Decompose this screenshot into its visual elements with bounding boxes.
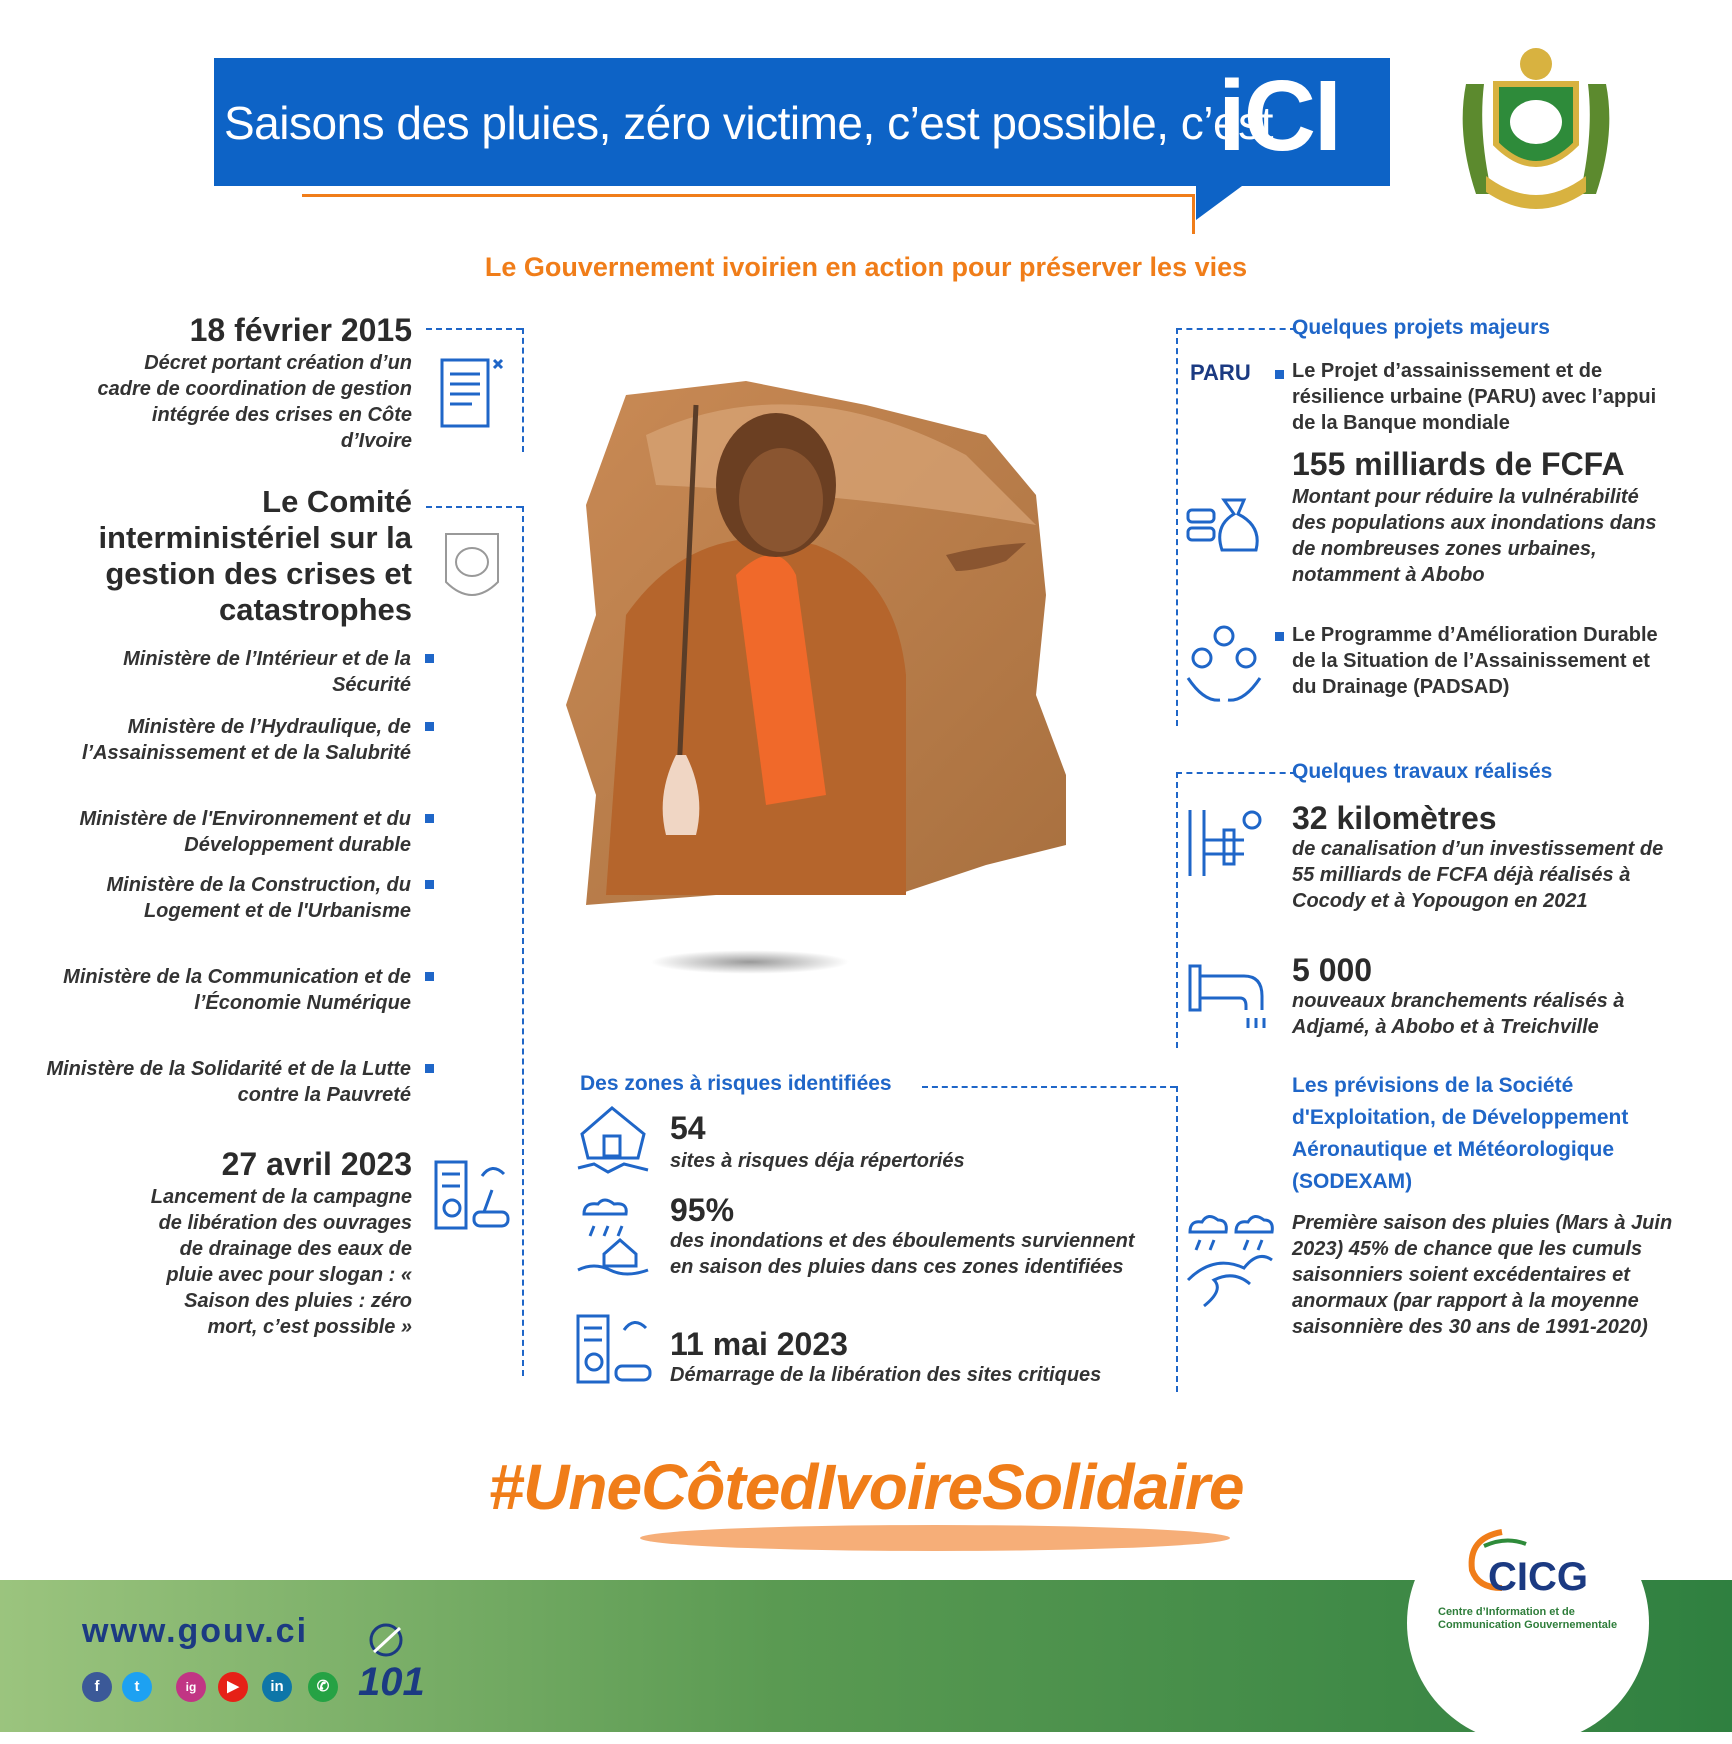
- bullet: [425, 880, 434, 889]
- percent-text: des inondations et des éboulements surviennent en saison des pluies dans ces zones identifiées: [670, 1230, 1135, 1278]
- sites-value: 54: [670, 1110, 706, 1146]
- amount-text: Montant pour réduire la vulnérabilité des populations aux inondations dans de nombreuses zones urbaines, notamment à Abobo: [1292, 486, 1657, 586]
- pipes-icon: [1184, 800, 1266, 886]
- bullet: [425, 814, 434, 823]
- km-value: 32 kilomètres: [1292, 800, 1497, 836]
- guide-line: [522, 506, 524, 1376]
- emergency-number: 101: [358, 1660, 425, 1704]
- banner-underline-hook: [1192, 194, 1195, 234]
- decree-date: 18 février 2015: [189, 312, 412, 348]
- website-link[interactable]: www.gouv.ci: [82, 1612, 309, 1650]
- date-value: 11 mai 2023: [670, 1326, 848, 1362]
- sites-text: sites à risques déja répertoriés: [670, 1150, 965, 1172]
- bullet: [425, 1064, 434, 1073]
- speech-tail: [1196, 186, 1242, 220]
- guide-line: [1176, 328, 1178, 726]
- date-text: Démarrage de la libération des sites critiques: [670, 1364, 1102, 1386]
- ministry-item: Ministère de l’Intérieur et de la Sécurité: [123, 648, 411, 696]
- amount-value: 155 milliards de FCFA: [1292, 446, 1625, 482]
- guide-line: [426, 328, 522, 330]
- twitter-icon[interactable]: t: [122, 1672, 152, 1702]
- pipe-connection-icon: [1184, 950, 1274, 1036]
- construction-icon: [432, 1156, 514, 1236]
- banner-underline: [302, 194, 1194, 197]
- phone-icon: [364, 1620, 412, 1660]
- woman-umbrella-photo: [566, 375, 1106, 930]
- guide-line: [1176, 1086, 1178, 1392]
- emblem-icon: [440, 528, 504, 608]
- guide-line: [922, 1086, 1176, 1088]
- bullet: [425, 654, 434, 663]
- guide-line: [426, 506, 522, 508]
- brush-underline: [640, 1525, 1230, 1551]
- flood-icon: [574, 1196, 652, 1282]
- guide-line: [1176, 328, 1296, 330]
- campaign-text: Lancement de la campagne de libération des ouvrages de drainage des eaux de pluie avec pour slogan : « Saison des pluies : zéro mort, c’est possible »: [150, 1186, 412, 1338]
- instagram-icon[interactable]: ig: [176, 1672, 206, 1702]
- ministry-item: Ministère de l'Environnement et du Développement durable: [79, 808, 411, 856]
- forecast-heading: Les prévisions de la Société d'Exploitation, de Développement Aéronautique et Météorologique (SODEXAM): [1292, 1074, 1629, 1193]
- subtitle: Le Gouvernement ivoirien en action pour préserver les vies: [484, 252, 1248, 282]
- bullet: [1275, 632, 1284, 641]
- ministry-item: Ministère de la Construction, du Logement et de l'Urbanisme: [106, 874, 411, 922]
- bullet: [425, 722, 434, 731]
- youtube-icon[interactable]: ▶: [218, 1672, 248, 1702]
- committee-title: Le Comité interministériel sur la gestion des crises et catastrophes: [98, 484, 412, 627]
- banner-text: Saisons des pluies, zéro victime, c’est possible, c’est: [224, 97, 1273, 149]
- percent-value: 95%: [670, 1192, 735, 1228]
- campaign-date: 27 avril 2023: [221, 1146, 412, 1182]
- padsad-text: Le Programme d’Amélioration Durable de la Situation de l’Assainissement et du Drainage (PADSAD): [1292, 624, 1658, 698]
- construction-icon: [574, 1310, 656, 1390]
- forecast-text: Première saison des pluies (Mars à Juin 2023) 45% de chance que les cumuls saisonniers soient excédentaires et anormaux (par rapport à la moyenne saisonnière des 30 ans de 1991-2020): [1292, 1212, 1673, 1338]
- whatsapp-icon[interactable]: ✆: [308, 1672, 338, 1702]
- bullet: [425, 972, 434, 981]
- facebook-icon[interactable]: f: [82, 1672, 112, 1702]
- hashtag: #UneCôtedIvoireSolidaire: [488, 1451, 1244, 1523]
- coat-of-arms-emblem: [1436, 44, 1636, 214]
- zones-heading: Des zones à risques identifiées: [580, 1072, 892, 1095]
- money-bag-icon: [1184, 480, 1266, 560]
- banner-emphasis: iCI: [1218, 60, 1340, 172]
- collapsed-house-icon: [574, 1098, 652, 1178]
- guide-line: [522, 328, 524, 452]
- gears-hands-icon: [1184, 622, 1266, 708]
- works-heading: Quelques travaux réalisés: [1292, 760, 1553, 783]
- guide-line: [1176, 772, 1296, 774]
- decree-text: Décret portant création d’un cadre de coordination de gestion intégrée des crises en Côte d’Ivoire: [97, 352, 412, 452]
- ministry-item: Ministère de l’Hydraulique, de l’Assainissement et de la Salubrité: [81, 716, 411, 764]
- connections-value: 5 000: [1292, 952, 1373, 988]
- bullet: [1275, 370, 1284, 379]
- ministry-item: Ministère de la Solidarité et de la Lutte contre la Pauvreté: [46, 1058, 411, 1106]
- guide-line: [1176, 772, 1178, 1048]
- photo-shadow: [650, 950, 850, 974]
- linkedin-icon[interactable]: in: [262, 1672, 292, 1702]
- projects-heading: Quelques projets majeurs: [1292, 316, 1550, 339]
- paru-logo: PARU: [1190, 360, 1251, 385]
- rain-landscape-icon: [1184, 1210, 1274, 1310]
- ministry-item: Ministère de la Communication et de l’Économie Numérique: [63, 966, 411, 1014]
- cicg-name: CICG: [1488, 1555, 1588, 1599]
- document-icon: [432, 354, 504, 434]
- cicg-description: Centre d’Information et de Communication Gouvernementale: [1438, 1606, 1618, 1631]
- connections-text: nouveaux branchements réalisés à Adjamé, à Abobo et à Treichville: [1292, 990, 1625, 1038]
- paru-text: Le Projet d’assainissement et de résilience urbaine (PARU) avec l’appui de la Banque mondiale: [1292, 360, 1657, 434]
- km-text: de canalisation d’un investissement de 55 milliards de FCFA déjà réalisés à Cocody et à Yopougon en 2021: [1292, 838, 1664, 912]
